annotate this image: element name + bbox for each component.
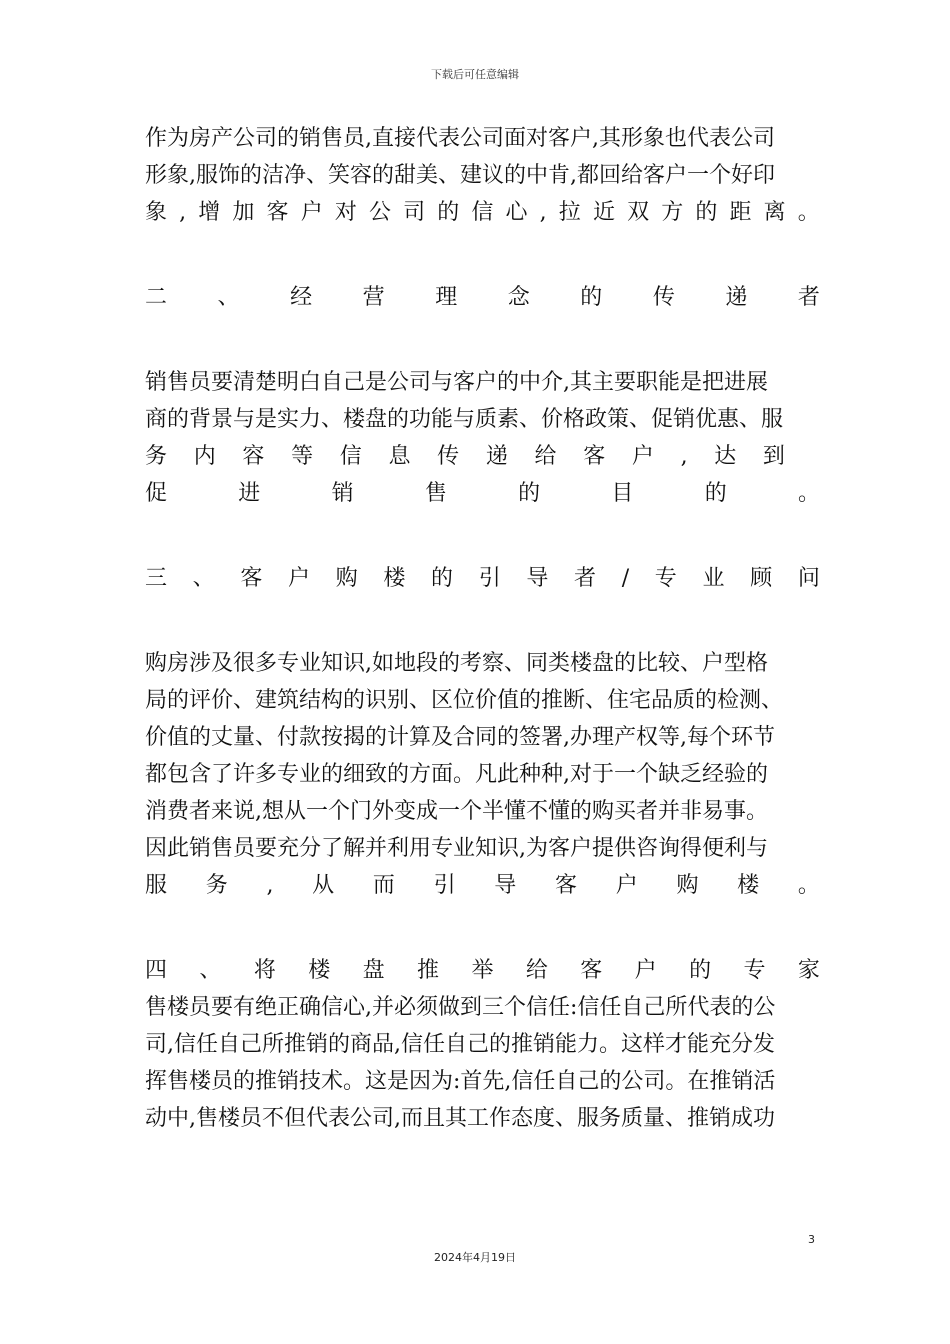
paragraph-line: 售楼员要有绝正确信心,并必须做到三个信任:信任自己所代表的公 <box>145 995 776 1020</box>
paragraph-2 <box>145 364 820 512</box>
paragraph-line: 司,信任自己所推销的商品,信任自己的推销能力。这样才能充分发 <box>145 1032 775 1057</box>
section-heading-3: 三 、 客 户 购 楼 的 引 导 者 / 专 业 顾 问 <box>145 566 820 591</box>
footer-date: 2024年4月19日 <box>434 1251 516 1264</box>
paragraph-line-justified: 务 内 容 等 信 息 传 递 给 客 户 , 达 到 <box>145 444 785 469</box>
page-number: 3 <box>808 1233 815 1246</box>
paragraph-line: 价值的丈量、付款按揭的计算及合同的签署,办理产权等,每个环节 <box>145 725 775 750</box>
paragraph-line: 动中,售楼员不但代表公司,而且其工作态度、服务质量、推销成功 <box>145 1106 775 1131</box>
paragraph-line: 因此销售员要充分了解并利用专业知识,为客户提供咨询得便利与 <box>145 836 768 861</box>
paragraph-1 <box>145 120 820 231</box>
page-header: 下载后可任意编辑 <box>431 68 519 81</box>
paragraph-line-justified: 服 务 , 从 而 引 导 客 户 购 楼 。 <box>145 873 820 898</box>
paragraph-4 <box>145 989 820 1137</box>
paragraph-3 <box>145 645 820 904</box>
paragraph-line-justified: 象 , 增 加 客 户 对 公 司 的 信 心 , 拉 近 双 方 的 距 离 。 <box>145 200 820 225</box>
section-heading-2: 二 、 经 营 理 念 的 传 递 者 <box>145 285 820 310</box>
paragraph-line: 作为房产公司的销售员,直接代表公司面对客户,其形象也代表公司 <box>145 126 775 151</box>
paragraph-line: 消费者来说,想从一个门外变成一个半懂不懂的购买者并非易事。 <box>145 799 768 824</box>
paragraph-line: 挥售楼员的推销技术。这是因为:首先,信任自己的公司。在推销活 <box>145 1069 776 1094</box>
paragraph-line: 购房涉及很多专业知识,如地段的考察、同类楼盘的比较、户型格 <box>145 651 768 676</box>
paragraph-line: 商的背景与是实力、楼盘的功能与质素、价格政策、促销优惠、服 <box>145 407 784 432</box>
paragraph-line: 局的评价、建筑结构的识别、区位价值的推断、住宅品质的检测、 <box>145 688 784 713</box>
section-heading-4: 四 、 将 楼 盘 推 举 给 客 户 的 专 家 <box>145 958 820 983</box>
paragraph-line: 都包含了许多专业的细致的方面。凡此种种,对于一个缺乏经验的 <box>145 762 768 787</box>
paragraph-line-justified: 促 进 销 售 的 目 的 。 <box>145 481 820 506</box>
paragraph-line: 形象,服饰的洁净、笑容的甜美、建议的中肯,都回给客户一个好印 <box>145 163 775 188</box>
document-body <box>145 120 820 1137</box>
paragraph-line: 销售员要清楚明白自己是公司与客户的中介,其主要职能是把进展 <box>145 370 768 395</box>
